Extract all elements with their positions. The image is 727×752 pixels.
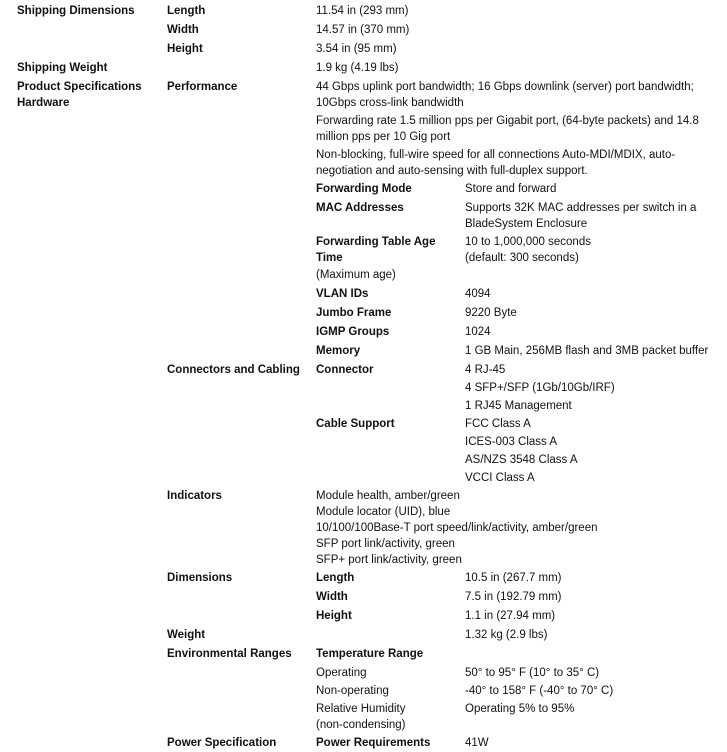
indicators-label: Indicators (167, 490, 222, 502)
power-label: Power Specification (167, 737, 277, 749)
indicator-value-3: 10/100/100Base-T port speed/link/activity, amber/green (316, 522, 598, 534)
dimensions-width-label: Width (316, 591, 348, 603)
igmp-groups-value: 1024 (465, 326, 491, 338)
indicator-value-2: Module locator (UID), blue (316, 506, 451, 518)
cable-support-value-2: ICES-003 Class A (465, 436, 558, 448)
forwarding-mode-value: Store and forward (465, 183, 557, 195)
connector-value-3: 1 RJ45 Management (465, 400, 572, 412)
weight-value: 1.32 kg (2.9 lbs) (465, 629, 548, 641)
temperature-range-label: Temperature Range (316, 648, 424, 660)
forwarding-table-age-value-1: 10 to 1,000,000 seconds (465, 236, 591, 248)
humidity-label-2: (non-condensing) (316, 719, 406, 731)
mac-addresses-value-2: BladeSystem Enclosure (465, 218, 588, 230)
vlan-ids-value: 4094 (465, 288, 491, 300)
non-operating-value: -40° to 158° F (-40° to 70° C) (465, 685, 614, 697)
igmp-groups-label: IGMP Groups (316, 326, 390, 338)
performance-label: Performance (167, 81, 238, 93)
vlan-ids-label: VLAN IDs (316, 288, 369, 300)
performance-desc-1b: 10Gbps cross-link bandwidth (316, 97, 464, 109)
dimensions-length-label: Length (316, 572, 355, 584)
jumbo-frame-value: 9220 Byte (465, 307, 517, 319)
operating-value: 50° to 95° F (10° to 35° C) (465, 667, 600, 679)
memory-value: 1 GB Main, 256MB flash and 3MB packet buffer (465, 345, 709, 357)
humidity-label-1: Relative Humidity (316, 703, 406, 715)
forwarding-table-age-label-3: (Maximum age) (316, 269, 396, 281)
shipping-weight-value: 1.9 kg (4.19 lbs) (316, 62, 399, 74)
indicator-value-5: SFP+ port link/activity, green (316, 554, 462, 566)
jumbo-frame-label: Jumbo Frame (316, 307, 392, 319)
forwarding-table-age-value-2: (default: 300 seconds) (465, 252, 579, 264)
product-spec-label: Product Specifications (17, 81, 142, 93)
cable-support-value-1: FCC Class A (465, 418, 531, 430)
shipping-width-label: Width (167, 24, 199, 36)
indicator-value-1: Module health, amber/green (316, 490, 460, 502)
environmental-label: Environmental Ranges (167, 648, 292, 660)
forwarding-table-age-label-2: Time (316, 252, 343, 264)
memory-label: Memory (316, 345, 361, 357)
performance-desc-1a: 44 Gbps uplink port bandwidth; 16 Gbps downlink (server) port bandwidth; (316, 81, 694, 93)
cable-support-value-4: VCCI Class A (465, 472, 535, 484)
forwarding-mode-label: Forwarding Mode (316, 183, 412, 195)
connector-value-1: 4 RJ-45 (465, 364, 506, 376)
dimensions-label: Dimensions (167, 572, 233, 584)
shipping-height-value: 3.54 in (95 mm) (316, 43, 397, 55)
performance-desc-2b: million pps per 10 Gig port (316, 131, 451, 143)
connectors-label: Connectors and Cabling (167, 364, 300, 376)
weight-label: Weight (167, 629, 206, 641)
performance-desc-3a: Non-blocking, full-wire speed for all connections Auto-MDI/MDIX, auto- (316, 149, 676, 161)
power-requirements-label: Power Requirements (316, 737, 431, 749)
dimensions-height-value: 1.1 in (27.94 mm) (465, 610, 556, 622)
operating-label: Operating (316, 667, 367, 679)
performance-desc-2a: Forwarding rate 1.5 million pps per Gigabit port, (64-byte packets) and 14.8 (316, 115, 699, 127)
shipping-weight-label: Shipping Weight (17, 62, 108, 74)
mac-addresses-value-1: Supports 32K MAC addresses per switch in a (465, 202, 697, 214)
performance-desc-3b: negotiation and auto-sensing with full-duplex support. (316, 165, 588, 177)
indicator-value-4: SFP port link/activity, green (316, 538, 455, 550)
non-operating-label: Non-operating (316, 685, 389, 697)
forwarding-table-age-label-1: Forwarding Table Age (316, 236, 436, 248)
cable-support-label: Cable Support (316, 418, 395, 430)
hardware-label: Hardware (17, 97, 70, 109)
shipping-width-value: 14.57 in (370 mm) (316, 24, 410, 36)
dimensions-height-label: Height (316, 610, 352, 622)
mac-addresses-label: MAC Addresses (316, 202, 404, 214)
dimensions-width-value: 7.5 in (192.79 mm) (465, 591, 562, 603)
humidity-value: Operating 5% to 95% (465, 703, 575, 715)
power-requirements-value: 41W (465, 737, 489, 749)
shipping-dimensions-label: Shipping Dimensions (17, 5, 135, 17)
cable-support-value-3: AS/NZS 3548 Class A (465, 454, 578, 466)
connector-value-2: 4 SFP+/SFP (1Gb/10Gb/IRF) (465, 382, 615, 394)
connector-label: Connector (316, 364, 374, 376)
shipping-length-value: 11.54 in (293 mm) (316, 5, 409, 17)
dimensions-length-value: 10.5 in (267.7 mm) (465, 572, 562, 584)
shipping-length-label: Length (167, 5, 206, 17)
shipping-height-label: Height (167, 43, 203, 55)
